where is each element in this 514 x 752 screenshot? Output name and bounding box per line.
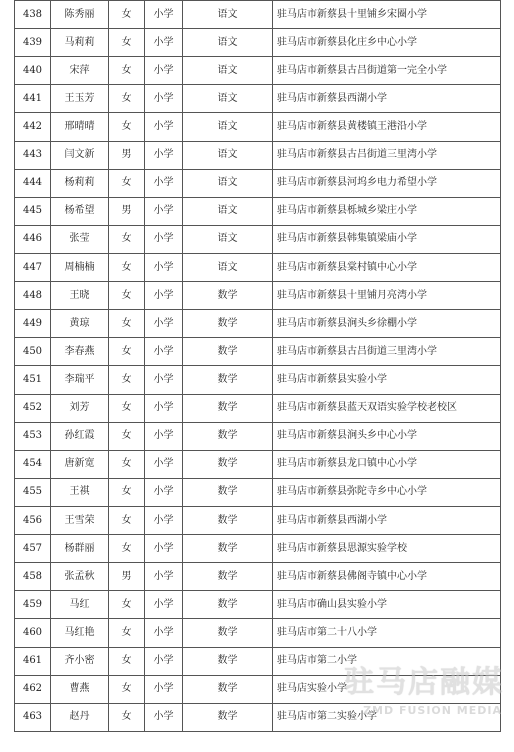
cell-subject: 数学: [183, 703, 273, 731]
cell-name: 孙红霞: [51, 422, 109, 450]
cell-school: 驻马店市新蔡县黄楼镇王港沿小学: [273, 113, 501, 141]
cell-number: 443: [15, 141, 51, 169]
cell-name: 王玉芳: [51, 85, 109, 113]
cell-gender: 女: [109, 169, 145, 197]
cell-school: 驻马店市新蔡县河坞乡电力希望小学: [273, 169, 501, 197]
cell-name: 陈秀丽: [51, 1, 109, 29]
cell-school: 驻马店市新蔡县佛阁寺镇中心小学: [273, 563, 501, 591]
cell-stage: 小学: [145, 450, 183, 478]
cell-school: 驻马店实验小学: [273, 675, 501, 703]
cell-gender: 女: [109, 29, 145, 57]
cell-school: 驻马店市第二小学: [273, 647, 501, 675]
watermark-english-text: ZMD FUSION MEDIA: [363, 704, 502, 717]
table-row: [15, 57, 501, 85]
cell-stage: 小学: [145, 197, 183, 225]
cell-name: 唐新宽: [51, 450, 109, 478]
cell-name: 黄琼: [51, 310, 109, 338]
table-row: [15, 563, 501, 591]
cell-subject: 数学: [183, 506, 273, 534]
cell-subject: 数学: [183, 394, 273, 422]
table-row: [15, 506, 501, 534]
cell-number: 455: [15, 478, 51, 506]
cell-stage: 小学: [145, 506, 183, 534]
cell-subject: 语文: [183, 197, 273, 225]
cell-gender: 女: [109, 506, 145, 534]
watermark-chinese-text: 驻马店融媒: [344, 665, 504, 700]
cell-stage: 小学: [145, 422, 183, 450]
table-row: [15, 478, 501, 506]
cell-subject: 数学: [183, 478, 273, 506]
cell-gender: 女: [109, 57, 145, 85]
cell-school: 驻马店市新蔡县涧头乡徐棚小学: [273, 310, 501, 338]
cell-gender: 女: [109, 394, 145, 422]
cell-name: 马红艳: [51, 619, 109, 647]
cell-number: 442: [15, 113, 51, 141]
cell-stage: 小学: [145, 647, 183, 675]
cell-number: 440: [15, 57, 51, 85]
cell-subject: 数学: [183, 675, 273, 703]
cell-gender: 女: [109, 619, 145, 647]
cell-subject: 语文: [183, 141, 273, 169]
cell-school: 驻马店市新蔡县化庄乡中心小学: [273, 29, 501, 57]
cell-number: 456: [15, 506, 51, 534]
cell-name: 李瑞平: [51, 366, 109, 394]
table-row: [15, 535, 501, 563]
table-row: [15, 253, 501, 281]
cell-school: 驻马店市新蔡县十里铺乡宋圈小学: [273, 1, 501, 29]
cell-subject: 数学: [183, 338, 273, 366]
table-row: [15, 394, 501, 422]
cell-school: 驻马店市第二实验小学: [273, 703, 501, 731]
cell-subject: 数学: [183, 563, 273, 591]
cell-number: 445: [15, 197, 51, 225]
cell-subject: 数学: [183, 535, 273, 563]
cell-number: 461: [15, 647, 51, 675]
cell-stage: 小学: [145, 113, 183, 141]
cell-subject: 语文: [183, 29, 273, 57]
cell-name: 刘芳: [51, 394, 109, 422]
cell-gender: 女: [109, 450, 145, 478]
table-row: [15, 422, 501, 450]
cell-subject: 语文: [183, 57, 273, 85]
cell-subject: 数学: [183, 619, 273, 647]
table-row: [15, 282, 501, 310]
cell-name: 杨莉莉: [51, 169, 109, 197]
cell-subject: 数学: [183, 647, 273, 675]
roster-body: [15, 1, 501, 732]
cell-school: 驻马店市新蔡县栎城乡梁庄小学: [273, 197, 501, 225]
table-row: [15, 85, 501, 113]
cell-gender: 女: [109, 703, 145, 731]
cell-stage: 小学: [145, 703, 183, 731]
cell-school: 驻马店市新蔡县龙口镇中心小学: [273, 450, 501, 478]
cell-subject: 数学: [183, 450, 273, 478]
cell-subject: 数学: [183, 591, 273, 619]
cell-number: 438: [15, 1, 51, 29]
cell-name: 邢晴晴: [51, 113, 109, 141]
cell-school: 驻马店市确山县实验小学: [273, 591, 501, 619]
table-row: [15, 450, 501, 478]
cell-school: 驻马店市新蔡县蓝天双语实验学校老校区: [273, 394, 501, 422]
cell-school: 驻马店市新蔡县棠村镇中心小学: [273, 253, 501, 281]
cell-subject: 数学: [183, 366, 273, 394]
cell-stage: 小学: [145, 478, 183, 506]
table-row: [15, 591, 501, 619]
cell-gender: 女: [109, 85, 145, 113]
cell-gender: 女: [109, 1, 145, 29]
cell-gender: 男: [109, 197, 145, 225]
cell-stage: 小学: [145, 253, 183, 281]
cell-gender: 女: [109, 113, 145, 141]
cell-subject: 数学: [183, 282, 273, 310]
cell-gender: 女: [109, 253, 145, 281]
cell-school: 驻马店市新蔡县西湖小学: [273, 85, 501, 113]
cell-stage: 小学: [145, 225, 183, 253]
cell-gender: 女: [109, 310, 145, 338]
cell-number: 444: [15, 169, 51, 197]
cell-stage: 小学: [145, 619, 183, 647]
cell-stage: 小学: [145, 338, 183, 366]
cell-name: 杨群丽: [51, 535, 109, 563]
cell-gender: 男: [109, 141, 145, 169]
cell-number: 447: [15, 253, 51, 281]
cell-school: 驻马店市新蔡县思源实验学校: [273, 535, 501, 563]
cell-subject: 数学: [183, 422, 273, 450]
cell-name: 周楠楠: [51, 253, 109, 281]
cell-subject: 语文: [183, 169, 273, 197]
cell-subject: 语文: [183, 253, 273, 281]
cell-stage: 小学: [145, 282, 183, 310]
cell-gender: 女: [109, 366, 145, 394]
cell-name: 李春燕: [51, 338, 109, 366]
table-row: [15, 647, 501, 675]
table-row: [15, 141, 501, 169]
cell-name: 曹燕: [51, 675, 109, 703]
cell-number: 450: [15, 338, 51, 366]
teacher-roster-table: [14, 0, 501, 732]
cell-subject: 语文: [183, 113, 273, 141]
cell-number: 462: [15, 675, 51, 703]
cell-number: 452: [15, 394, 51, 422]
cell-name: 杨希望: [51, 197, 109, 225]
table-row: [15, 1, 501, 29]
cell-name: 闫文新: [51, 141, 109, 169]
cell-stage: 小学: [145, 535, 183, 563]
cell-name: 王祺: [51, 478, 109, 506]
cell-number: 460: [15, 619, 51, 647]
cell-stage: 小学: [145, 591, 183, 619]
cell-school: 驻马店市新蔡县古吕街道第一完全小学: [273, 57, 501, 85]
cell-number: 451: [15, 366, 51, 394]
cell-number: 457: [15, 535, 51, 563]
cell-gender: 女: [109, 591, 145, 619]
cell-name: 马红: [51, 591, 109, 619]
cell-subject: 数学: [183, 310, 273, 338]
cell-name: 王晓: [51, 282, 109, 310]
cell-subject: 语文: [183, 1, 273, 29]
cell-stage: 小学: [145, 169, 183, 197]
cell-number: 449: [15, 310, 51, 338]
cell-stage: 小学: [145, 57, 183, 85]
cell-number: 458: [15, 563, 51, 591]
table-row: [15, 366, 501, 394]
cell-number: 453: [15, 422, 51, 450]
table-row: [15, 338, 501, 366]
table-row: [15, 197, 501, 225]
cell-stage: 小学: [145, 29, 183, 57]
cell-school: 驻马店市新蔡县韩集镇梁庙小学: [273, 225, 501, 253]
cell-number: 439: [15, 29, 51, 57]
cell-number: 454: [15, 450, 51, 478]
table-row: [15, 113, 501, 141]
cell-stage: 小学: [145, 141, 183, 169]
cell-school: 驻马店市新蔡县古吕街道三里湾小学: [273, 141, 501, 169]
cell-stage: 小学: [145, 310, 183, 338]
cell-name: 张孟秋: [51, 563, 109, 591]
cell-name: 张莹: [51, 225, 109, 253]
table-row: [15, 310, 501, 338]
cell-school: 驻马店市第二十八小学: [273, 619, 501, 647]
cell-stage: 小学: [145, 394, 183, 422]
table-row: [15, 169, 501, 197]
cell-name: 宋萍: [51, 57, 109, 85]
table-row: [15, 675, 501, 703]
cell-gender: 女: [109, 282, 145, 310]
cell-school: 驻马店市新蔡县西湖小学: [273, 506, 501, 534]
cell-number: 463: [15, 703, 51, 731]
cell-number: 446: [15, 225, 51, 253]
cell-name: 王雪荣: [51, 506, 109, 534]
cell-stage: 小学: [145, 366, 183, 394]
cell-gender: 女: [109, 675, 145, 703]
cell-gender: 男: [109, 563, 145, 591]
table-row: [15, 619, 501, 647]
cell-name: 马莉莉: [51, 29, 109, 57]
cell-subject: 语文: [183, 225, 273, 253]
cell-gender: 女: [109, 647, 145, 675]
cell-school: 驻马店市新蔡县古吕街道三里湾小学: [273, 338, 501, 366]
cell-gender: 女: [109, 478, 145, 506]
cell-subject: 语文: [183, 85, 273, 113]
cell-stage: 小学: [145, 563, 183, 591]
cell-gender: 女: [109, 535, 145, 563]
cell-school: 驻马店市新蔡县弥陀寺乡中心小学: [273, 478, 501, 506]
table-row: [15, 29, 501, 57]
cell-name: 齐小密: [51, 647, 109, 675]
cell-name: 赵丹: [51, 703, 109, 731]
cell-number: 441: [15, 85, 51, 113]
cell-school: 驻马店市新蔡县涧头乡中心小学: [273, 422, 501, 450]
cell-school: 驻马店市新蔡县十里铺月亮湾小学: [273, 282, 501, 310]
table-row: [15, 225, 501, 253]
table-row: [15, 703, 501, 731]
cell-stage: 小学: [145, 85, 183, 113]
cell-gender: 女: [109, 422, 145, 450]
cell-stage: 小学: [145, 675, 183, 703]
cell-gender: 女: [109, 338, 145, 366]
cell-school: 驻马店市新蔡县实验小学: [273, 366, 501, 394]
cell-number: 448: [15, 282, 51, 310]
cell-stage: 小学: [145, 1, 183, 29]
cell-gender: 女: [109, 225, 145, 253]
cell-number: 459: [15, 591, 51, 619]
